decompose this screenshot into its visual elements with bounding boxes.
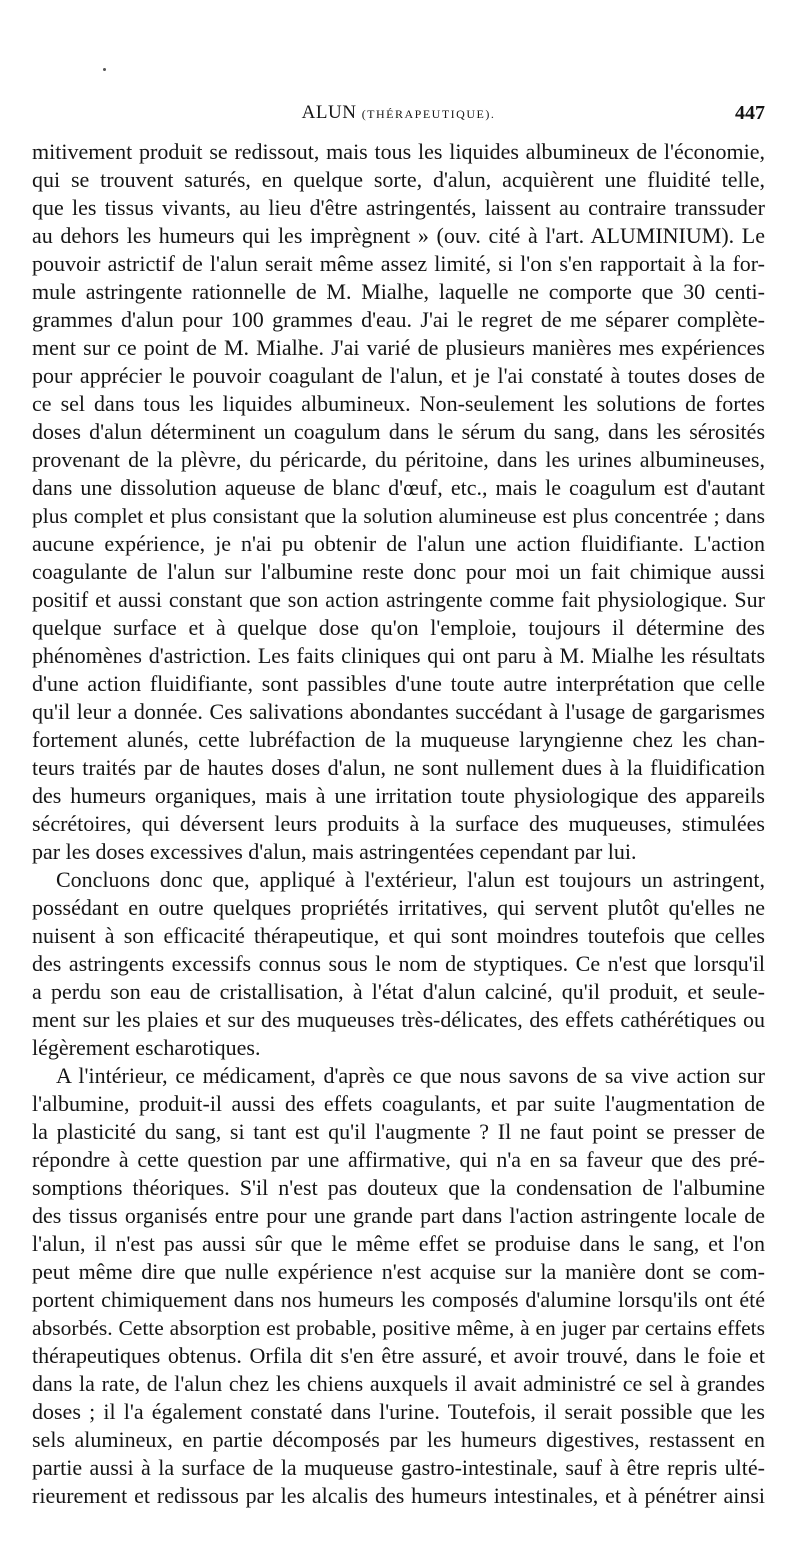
text-line: ment sur ce point de M. Mialhe. J'ai varié de plusieurs manières mes expériences — [32, 335, 765, 360]
speck-mark — [103, 68, 106, 71]
text-line: pour apprécier le pouvoir coagulant de l'alun, et je l'ai constaté à toutes doses de — [32, 363, 765, 388]
text-line: quelque surface et à quelque dose qu'on l'emploie, toujours il détermine des — [32, 615, 765, 640]
text-line: mitivement produit se redissout, mais tous les liquides albumineux de l'économie, — [32, 139, 765, 164]
text-line: la plasticité du sang, si tant est qu'il l'augmente ? Il ne faut point se presser de — [32, 1119, 765, 1144]
text-line: portent chimiquement dans nos humeurs les composés d'alumine lorsqu'ils ont été — [32, 1287, 765, 1312]
text-line: phénomènes d'astriction. Les faits cliniques qui ont paru à M. Mialhe les résultats — [32, 643, 765, 668]
text-line: dans une dissolution aqueuse de blanc d'œuf, etc., mais le coagulum est d'autant — [32, 475, 765, 500]
text-line: ment sur les plaies et sur des muqueuses très-délicates, des effets cathérétiques ou — [32, 1007, 765, 1032]
text-line: possédant en outre quelques propriétés irritatives, qui servent plutôt qu'elles ne — [32, 895, 765, 920]
text-line: absorbés. Cette absorption est probable, positive même, à en juger par certains effets — [32, 1316, 765, 1340]
text-line: coagulante de l'alun sur l'albumine reste donc pour moi un fait chimique aussi — [32, 559, 765, 584]
text-line: l'albumine, produit-il aussi des effets coagulants, et par suite l'augmentation de — [32, 1091, 765, 1116]
running-header — [32, 100, 765, 130]
text-line: Concluons donc que, appliqué à l'extérieur, l'alun est toujours un astringent, — [56, 867, 765, 892]
text-line: somptions théoriques. S'il n'est pas douteux que la condensation de l'albumine — [32, 1175, 765, 1200]
running-title-subject: (THÉRAPEUTIQUE). — [361, 107, 496, 121]
text-line: teurs traités par de hautes doses d'alun, ne sont nullement dues à la fluidification — [32, 755, 765, 780]
text-line: des astringents excessifs connus sous le nom de styptiques. Ce n'est que lorsqu'il — [32, 951, 765, 976]
text-line: d'une action fluidifiante, sont passibles d'une toute autre interprétation que celle — [32, 671, 765, 696]
text-line: l'alun, il n'est pas aussi sûr que le même effet se produise dans le sang, et l'on — [32, 1231, 765, 1256]
text-line: par les doses excessives d'alun, mais astringentées cependant par lui. — [32, 839, 637, 864]
text-line: pouvoir astrictif de l'alun serait même assez limité, si l'on s'en rapportait à la for- — [32, 251, 765, 276]
text-line: légèrement escharotiques. — [32, 1035, 261, 1060]
text-line: mule astringente rationnelle de M. Mialhe, laquelle ne comporte que 30 centi- — [32, 279, 765, 304]
page-number: 447 — [735, 102, 765, 124]
text-line: positif et aussi constant que son action astringente comme fait physiologique. Sur — [32, 587, 765, 612]
text-line: sels alumineux, en partie décomposés par les humeurs digestives, restassent en — [32, 1427, 765, 1452]
running-title-main: ALUN — [301, 102, 357, 123]
text-line: sécrétoires, qui déversent leurs produits à la surface des muqueuses, stimulées — [32, 811, 765, 836]
text-line: doses ; il l'a également constaté dans l'urine. Toutefois, il serait possible que les — [32, 1399, 765, 1424]
text-line: aucune expérience, je n'ai pu obtenir de l'alun une action fluidifiante. L'action — [32, 531, 765, 556]
text-line: qui se trouvent saturés, en quelque sorte, d'alun, acquièrent une fluidité telle, — [32, 167, 765, 192]
text-line: des tissus organisés entre pour une grande part dans l'action astringente locale de — [32, 1203, 765, 1228]
text-line: rieurement et redissous par les alcalis des humeurs intestinales, et à pénétrer ainsi — [32, 1483, 765, 1508]
text-line: a perdu son eau de cristallisation, à l'état d'alun calciné, qu'il produit, et seule- — [32, 979, 765, 1004]
text-line: partie aussi à la surface de la muqueuse gastro-intestinale, sauf à être repris ulté- — [32, 1455, 765, 1480]
text-line: doses d'alun déterminent un coagulum dans le sérum du sang, dans les sérosités — [32, 419, 765, 444]
text-line: répondre à cette question par une affirmative, qui n'a en sa faveur que des pré- — [32, 1147, 765, 1172]
text-line: A l'intérieur, ce médicament, d'après ce que nous savons de sa vive action sur — [56, 1063, 765, 1088]
text-line: grammes d'alun pour 100 grammes d'eau. J'ai le regret de me séparer complète- — [32, 307, 765, 332]
text-line: provenant de la plèvre, du péricarde, du péritoine, dans les urines albumineuses, — [32, 447, 765, 472]
text-line: au dehors les humeurs qui les imprègnent » (ouv. cité à l'art. ALUMINIUM). Le — [32, 223, 765, 248]
text-line: dans la rate, de l'alun chez les chiens auxquels il avait administré ce sel à grandes — [32, 1371, 765, 1396]
text-line: plus complet et plus consistant que la solution alumineuse est plus concentrée ; dans — [32, 504, 765, 528]
text-line: thérapeutiques obtenus. Orfila dit s'en être assuré, et avoir trouvé, dans le foie et — [32, 1343, 765, 1368]
text-line: nuisent à son efficacité thérapeutique, et qui sont moindres toutefois que celles — [32, 923, 765, 948]
running-title — [32, 102, 765, 124]
text-line: qu'il leur a donnée. Ces salivations abondantes succédant à l'usage de gargarismes — [32, 699, 765, 724]
text-line: peut même dire que nulle expérience n'est acquise sur la manière dont se com- — [32, 1259, 765, 1284]
text-line — [32, 1510, 765, 1538]
text-line: fortement alunés, cette lubréfaction de la muqueuse laryngienne chez les chan- — [32, 727, 765, 752]
text-line: ce sel dans tous les liquides albumineux. Non-seulement les solutions de fortes — [32, 391, 765, 416]
text-line: des humeurs organiques, mais à une irritation toute physiologique des appareils — [32, 783, 765, 808]
text-line: que les tissus vivants, au lieu d'être astringentés, laissent au contraire transsuder — [32, 195, 765, 220]
